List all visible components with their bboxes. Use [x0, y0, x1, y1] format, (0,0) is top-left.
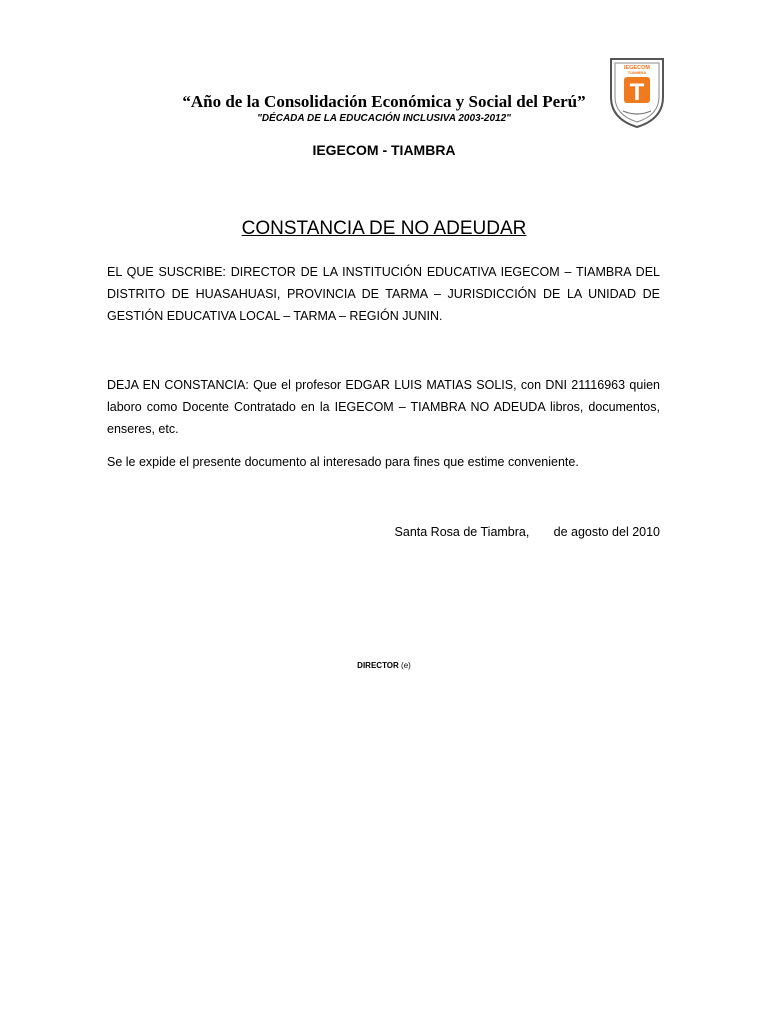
logo-text-tiambra: TIAMBRA [627, 70, 647, 75]
school-shield-logo [609, 57, 665, 129]
place-date-line [395, 521, 660, 543]
director-role: DIRECTOR [357, 661, 399, 670]
decade-subtitle: "DÉCADA DE LA EDUCACIÓN INCLUSIVA 2003-2012" [257, 113, 511, 124]
logo-letter: T [629, 79, 645, 106]
director-suffix: (e) [401, 661, 411, 670]
date-text: de agosto del 2010 [553, 525, 660, 539]
place-text: Santa Rosa de Tiambra, [394, 525, 530, 539]
document-title: CONSTANCIA DE NO ADEUDAR [241, 218, 527, 239]
year-title: “Año de la Consolidación Económica y Social del Perú” [182, 92, 586, 111]
paragraph-issued: Se le expide el presente documento al interesado para fines que estime conveniente. [107, 455, 579, 469]
paragraph-constancia: DEJA EN CONSTANCIA: Que el profesor EDGAR LUIS MATIAS SOLIS, con DNI 21116963 quien laboro como Docente Contratado en la IEGECOM – TIAMBRA NO ADEUDA libros, documentos, enseres, etc. [107, 378, 660, 436]
logo-text-iegecom: IEGECOM [624, 65, 650, 71]
signature-line [0, 661, 768, 670]
institution-name: IEGECOM - TIAMBRA [312, 142, 456, 158]
paragraph-subscriber: EL QUE SUSCRIBE: DIRECTOR DE LA INSTITUCIÓN EDUCATIVA IEGECOM – TIAMBRA DEL DISTRITO DE HUASAHUASI, PROVINCIA DE TARMA – JURISDICCIÓN DE LA UNIDAD DE GESTIÓN EDUCATIVA LOCAL – TARMA – REGIÓN JUNIN. [107, 265, 660, 323]
